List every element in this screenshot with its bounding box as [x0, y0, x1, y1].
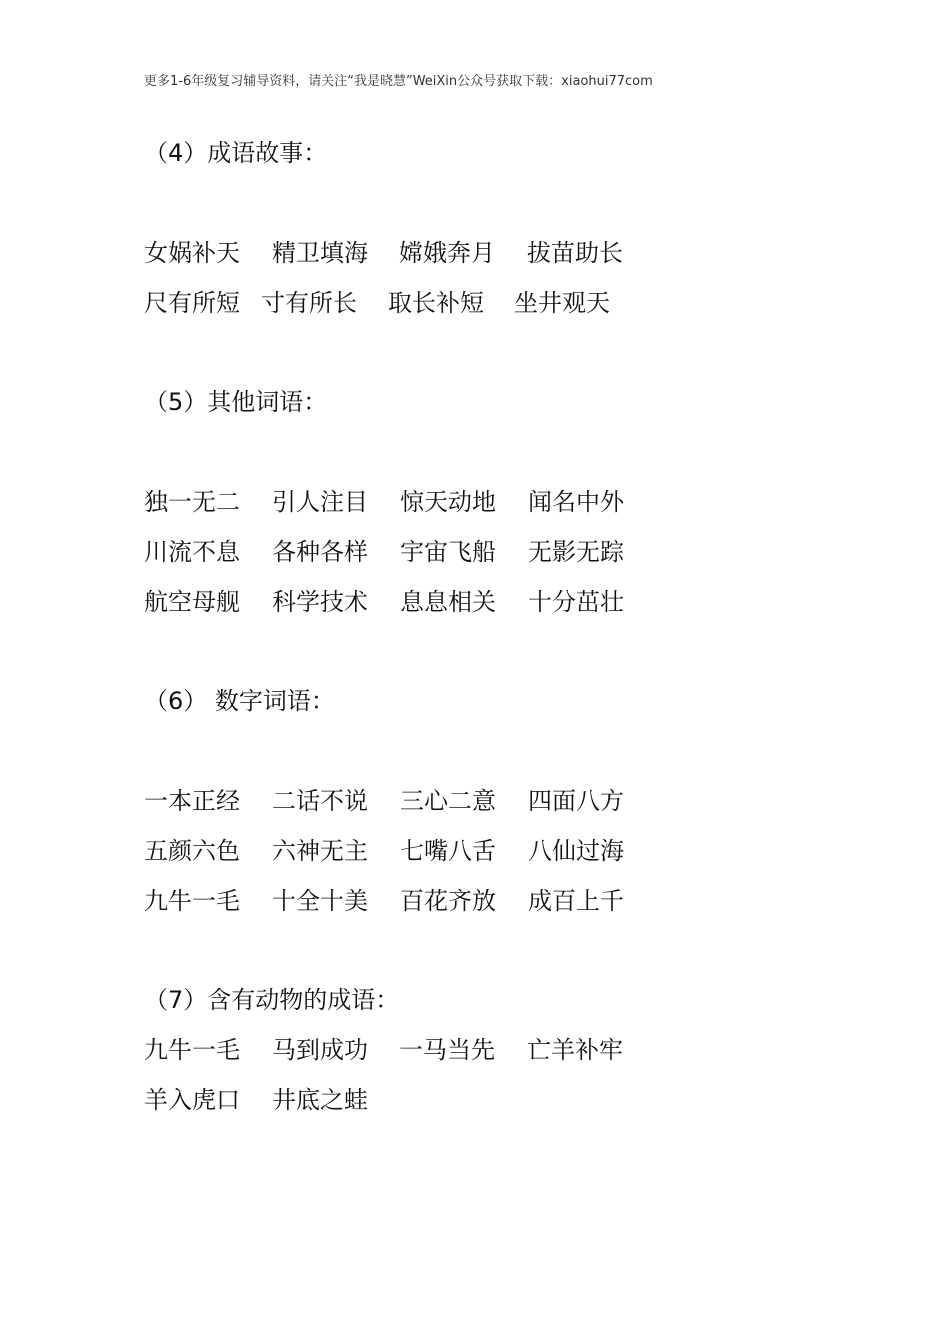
word: 一马当先	[399, 1036, 495, 1064]
word: 息息相关	[400, 588, 496, 616]
word: 六神无主	[272, 837, 368, 865]
section-title-idiom-stories: （4）成语故事：	[144, 139, 328, 167]
word: 坐井观天	[514, 289, 610, 317]
word: 十全十美	[272, 887, 368, 915]
word: 成百上千	[528, 887, 624, 915]
word: 十分茁壮	[528, 588, 624, 616]
word: 一本正经	[144, 787, 240, 815]
word: 寸有所长	[261, 289, 357, 317]
section-title-number-words: （6） 数字词语：	[144, 687, 335, 715]
word: 精卫填海	[272, 239, 368, 267]
word: 嫦娥奔月	[399, 239, 495, 267]
word: 独一无二	[144, 488, 240, 516]
word: 四面八方	[528, 787, 624, 815]
word: 三心二意	[400, 787, 496, 815]
header-note: 更多1-6年级复习辅导资料，请关注“我是晓慧”WeiXin公众号获取下载：xiaohui77com	[144, 74, 653, 89]
word: 惊天动地	[400, 488, 496, 516]
word: 九牛一毛	[144, 1036, 240, 1064]
word: 无影无踪	[528, 538, 624, 566]
word: 引人注目	[272, 488, 368, 516]
word: 闻名中外	[528, 488, 624, 516]
word: 取长补短	[388, 289, 484, 317]
word: 亡羊补牢	[527, 1036, 623, 1064]
word: 科学技术	[272, 588, 368, 616]
word: 宇宙飞船	[400, 538, 496, 566]
word: 二话不说	[272, 787, 368, 815]
word: 拔苗助长	[527, 239, 623, 267]
section-title-animal-idioms: （7）含有动物的成语：	[144, 986, 400, 1014]
word: 航空母舰	[144, 588, 240, 616]
word: 马到成功	[272, 1036, 368, 1064]
word: 九牛一毛	[144, 887, 240, 915]
word: 各种各样	[272, 538, 368, 566]
word: 羊入虎口	[144, 1086, 240, 1114]
word: 五颜六色	[144, 837, 240, 865]
word: 百花齐放	[400, 887, 496, 915]
word: 川流不息	[144, 538, 240, 566]
section-title-other-words: （5）其他词语：	[144, 388, 328, 416]
word: 女娲补天	[144, 239, 240, 267]
word: 八仙过海	[528, 837, 624, 865]
word: 尺有所短	[144, 289, 240, 317]
word: 七嘴八舌	[400, 837, 496, 865]
word: 井底之蛙	[272, 1086, 368, 1114]
